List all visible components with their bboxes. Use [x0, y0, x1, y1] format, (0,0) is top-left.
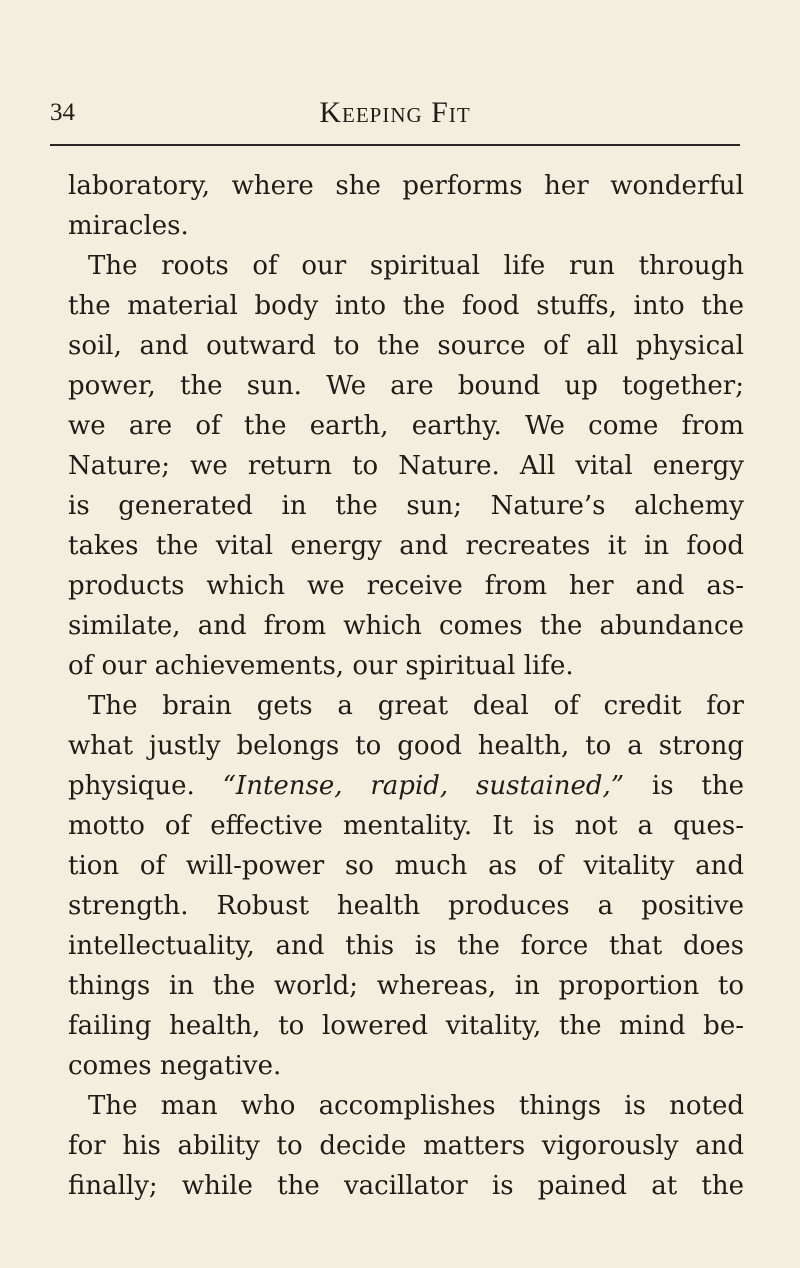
- text-line: The man who accomplishes things is noted: [88, 1091, 744, 1121]
- text-line: power, the sun. We are bound up together;: [68, 371, 744, 401]
- text-line: tion of will-power so much as of vitality and: [68, 851, 744, 881]
- italic-quote: “Intense, rapid, sustained,”: [222, 771, 625, 801]
- text-line: failing health, to lowered vitality, the mind be-: [68, 1011, 744, 1041]
- text-line: soil, and outward to the source of all physical: [68, 331, 744, 361]
- text-fragment: is the: [651, 771, 744, 801]
- text-line: of our achievements, our spiritual life.: [68, 651, 574, 681]
- text-line: The brain gets a great deal of credit for: [88, 691, 744, 721]
- text-line: things in the world; whereas, in proportion to: [68, 971, 744, 1001]
- text-fragment: physique.: [68, 771, 195, 801]
- text-line: The roots of our spiritual life run through: [88, 251, 744, 281]
- text-line: what justly belongs to good health, to a strong: [68, 731, 744, 761]
- text-line: comes negative.: [68, 1051, 282, 1081]
- text-line: similate, and from which comes the abundance: [68, 611, 744, 641]
- body-text: [68, 166, 744, 1206]
- text-line: intellectuality, and this is the force that does: [68, 931, 744, 961]
- text-line: we are of the earth, earthy. We come from: [68, 411, 744, 441]
- page-number: 34: [50, 99, 75, 126]
- text-line: products which we receive from her and as-: [68, 571, 744, 601]
- text-line: finally; while the vacillator is pained at the: [68, 1171, 744, 1201]
- text-line: Nature; we return to Nature. All vital energy: [68, 451, 744, 481]
- text-line: is generated in the sun; Nature’s alchemy: [68, 491, 744, 521]
- text-line-with-quote: [68, 766, 744, 806]
- text-line: the material body into the food stuffs, into the: [68, 291, 744, 321]
- text-line: takes the vital energy and recreates it in food: [68, 531, 744, 561]
- page-header: [50, 88, 740, 138]
- text-line: miracles.: [68, 211, 189, 241]
- text-line: motto of effective mentality. It is not a ques-: [68, 811, 744, 841]
- text-line: for his ability to decide matters vigorously and: [68, 1131, 744, 1161]
- text-line: laboratory, where she performs her wonderful: [68, 171, 744, 201]
- text-line: strength. Robust health produces a positive: [68, 891, 744, 921]
- running-title: Keeping Fit: [319, 96, 471, 129]
- header-rule: [50, 144, 740, 146]
